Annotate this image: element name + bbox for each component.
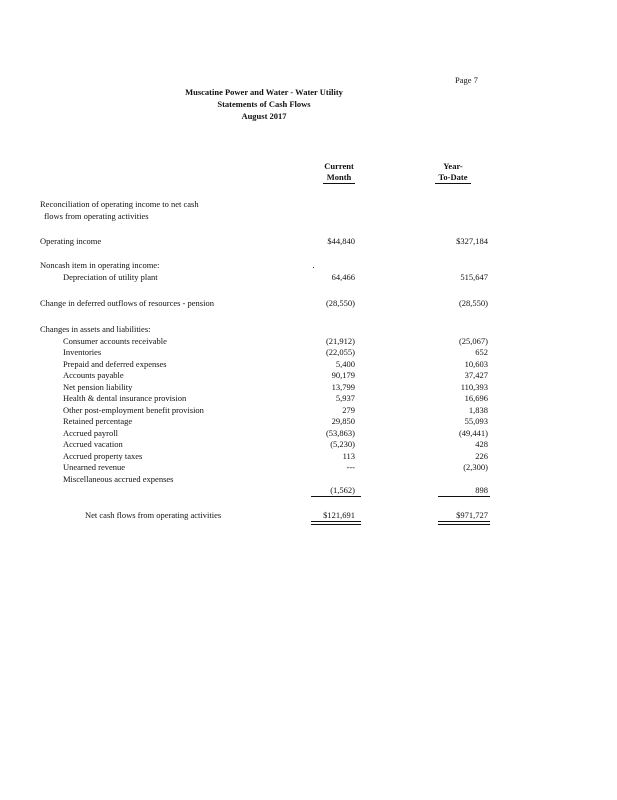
change-label: Net pension liability [63, 382, 133, 392]
intro-line2: flows from operating activities [44, 211, 149, 221]
operating-income-label: Operating income [40, 236, 102, 246]
change-ytd: 428 [475, 439, 488, 449]
change-label: Accrued vacation [63, 439, 123, 449]
change-current: 90,179 [331, 370, 355, 380]
depreciation-ytd: 515,647 [460, 272, 488, 282]
change-current: (53,863) [325, 428, 355, 438]
total-double-rule-ytd [438, 521, 490, 525]
subtotal-rule-current [311, 496, 361, 497]
change-ytd: (49,441) [458, 428, 488, 438]
change-ytd: 1,838 [468, 405, 488, 415]
change-ytd: 898 [475, 485, 488, 495]
change-current: 5,937 [335, 393, 355, 403]
change-current: (1,562) [330, 485, 355, 495]
change-ytd: 10,603 [464, 359, 488, 369]
report-title: Muscatine Power and Water - Water Utility [185, 87, 343, 97]
change-ytd: 110,393 [460, 382, 488, 392]
col-header-ytd-line1: Year- [443, 161, 463, 171]
change-label: Accounts payable [63, 370, 124, 380]
change-ytd: 16,696 [464, 393, 488, 403]
col-header-current-line1: Current [324, 161, 354, 171]
change-ytd: 37,427 [464, 370, 488, 380]
change-label: Miscellaneous accrued expenses [63, 474, 174, 484]
change-current: 13,799 [331, 382, 355, 392]
noncash-heading: Noncash item in operating income: [40, 260, 160, 270]
change-ytd: 55,093 [464, 416, 488, 426]
change-label: Health & dental insurance provision [63, 393, 187, 403]
change-ytd: (25,067) [458, 336, 488, 346]
subtotal-rule-ytd [438, 496, 490, 497]
change-current: 5,400 [335, 359, 355, 369]
change-ytd: 226 [475, 451, 488, 461]
change-current: (22,055) [325, 347, 355, 357]
change-label: Other post-employment benefit provision [63, 405, 204, 415]
operating-income-current: $44,840 [327, 236, 355, 246]
changes-heading: Changes in assets and liabilities: [40, 324, 151, 334]
change-label: Consumer accounts receivable [63, 336, 167, 346]
col-header-current-line2: Month [304, 172, 374, 184]
total-double-rule-current [311, 521, 361, 525]
change-label: Accrued payroll [63, 428, 118, 438]
report-subtitle: Statements of Cash Flows [217, 99, 311, 109]
stray-mark [313, 267, 314, 268]
change-ytd: (2,300) [463, 462, 488, 472]
page-number: Page 7 [455, 75, 478, 85]
report-period: August 2017 [241, 111, 287, 121]
net-cash-ytd: $971,727 [456, 510, 488, 520]
net-cash-label: Net cash flows from operating activities [85, 510, 222, 520]
change-current: (5,230) [330, 439, 355, 449]
change-current: 113 [342, 451, 355, 461]
deferred-current: (28,550) [325, 298, 355, 308]
change-ytd: 652 [475, 347, 488, 357]
depreciation-current: 64,466 [331, 272, 355, 282]
change-label: Retained percentage [63, 416, 133, 426]
col-header-ytd-line2: To-Date [418, 172, 488, 184]
deferred-label: Change in deferred outflows of resources - pension [40, 298, 214, 308]
change-label: Unearned revenue [63, 462, 126, 472]
change-current: 29,850 [331, 416, 355, 426]
intro-line1: Reconciliation of operating income to net cash [40, 199, 199, 209]
change-label: Accrued property taxes [63, 451, 143, 461]
net-cash-current: $121,691 [323, 510, 355, 520]
change-label: Inventories [63, 347, 102, 357]
change-current: 279 [342, 405, 355, 415]
change-current: --- [346, 462, 355, 472]
change-label: Prepaid and deferred expenses [63, 359, 167, 369]
depreciation-label: Depreciation of utility plant [63, 272, 158, 282]
deferred-ytd: (28,550) [458, 298, 488, 308]
change-current: (21,912) [325, 336, 355, 346]
operating-income-ytd: $327,184 [456, 236, 488, 246]
